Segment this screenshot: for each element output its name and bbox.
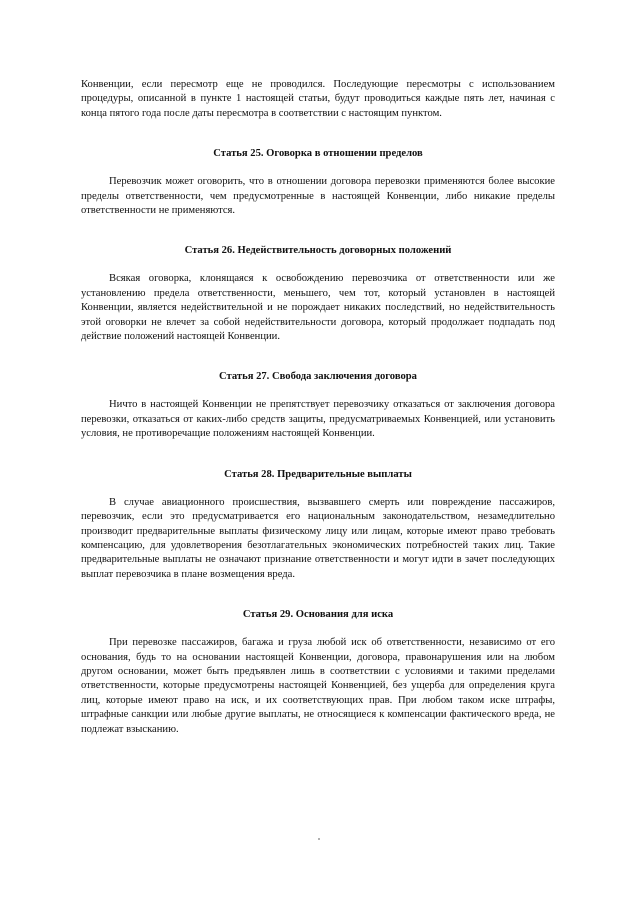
article-26-body: Всякая оговорка, клонящаяся к освобождению перевозчика от ответственности или же установлению предела ответственности, меньшего, чем тот, который установлен в настоящей Конвенции, является недействительной и не порождает никаких последствий, но недействительность этой оговорки не влечет за собой недействительности договора, который продолжает подпадать под действие положений настоящей Конвенции. (81, 273, 555, 343)
scan-speck (318, 838, 320, 840)
intro-paragraph: Конвенции, если пересмотр еще не проводился. Последующие пересмотры с использованием процедуры, описанной в пункте 1 настоящей статьи, будут проводиться каждые пять лет, начиная с конца пятого года после даты пересмотра в соответствии с настоящим пунктом. (81, 79, 555, 119)
article-25-heading: Статья 25. Оговорка в отношении пределов (213, 148, 423, 160)
article-26-heading: Статья 26. Недействительность договорных положений (184, 245, 452, 257)
article-29-heading: Статья 29. Основания для иска (242, 609, 394, 621)
article-29-body: При перевозке пассажиров, багажа и груза любой иск об ответственности, независимо от его основания, будь то на основании настоящей Конвенции, договора, правонарушения или на любом другом основании, может быть предъявлен лишь в соответствии с условиями и такими пределами ответственности, которые предусмотрены настоящей Конвенцией, без ущерба для определения круга лиц, которые имеют право на иск, и их соответствующих прав. При любом таком иске штрафы, штрафные санкции или любые другие выплаты, не относящиеся к компенсации фактического вреда, не подлежат взысканию. (81, 637, 555, 735)
article-28-heading: Статья 28. Предварительные выплаты (224, 468, 412, 480)
article-28-body: В случае авиационного происшествия, вызвавшего смерть или повреждение пассажиров, перевозчик, если это предусматривается его национальным законодательством, незамедлительно производит предварительные выплаты физическому лицу или лицам, которые имеют право требовать компенсацию, для удовлетворения безотлагательных экономических потребностей таких лиц. Такие предварительные выплаты не означают признание ответственности и могут идти в зачет последующих выплат перевозчика в плане возмещения вреда. (81, 496, 555, 580)
article-27-heading: Статья 27. Свобода заключения договора (219, 371, 417, 383)
page-content (81, 78, 555, 737)
article-27-body: Ничто в настоящей Конвенции не препятствует перевозчику отказаться от заключения договора перевозки, отказаться от каких-либо средств защиты, предусматриваемых Конвенцией, или установить условия, не противоречащие положениям настоящей Конвенции. (81, 399, 555, 440)
article-25-body: Перевозчик может оговорить, что в отношении договора перевозки применяются более высокие пределы ответственности, чем предусмотренные в настоящей Конвенции, либо никакие пределы ответственности не применяются. (81, 176, 555, 217)
